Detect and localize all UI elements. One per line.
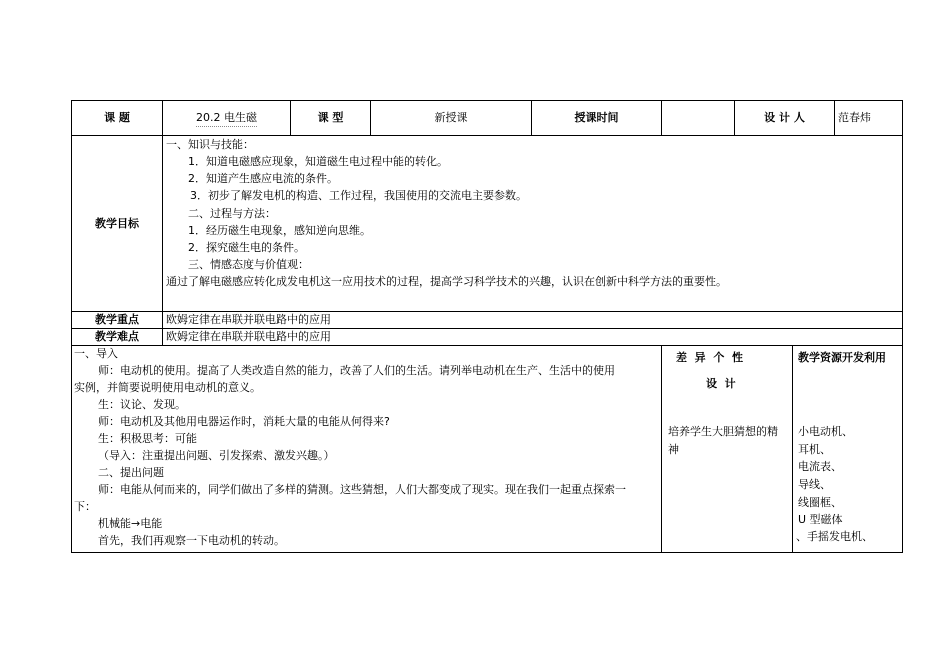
goals-line: 二、过程与方法： <box>188 207 276 220</box>
goals-line: 2．探究磁生电的条件。 <box>188 241 305 254</box>
course-value-text: 20.2 电生磁 <box>196 110 257 127</box>
process-line: 师：电动机的使用。提高了人类改造自然的能力，改善了人们的生活。请列举电动机在生产、生活中的使用 <box>98 364 615 377</box>
goals-content <box>163 137 901 311</box>
goals-line: 2．知道产生感应电流的条件。 <box>188 172 338 185</box>
difficulty-value: 欧姆定律在串联并联电路中的应用 <box>166 330 331 343</box>
resource-item: 线圈框、 <box>798 496 842 509</box>
resources-title: 教学资源开发利用 <box>798 351 886 364</box>
resource-item: 耳机、 <box>798 443 831 456</box>
key-point-label: 教学重点 <box>95 313 139 326</box>
designer-value: 范春炜 <box>838 111 871 124</box>
course-label: 课 题 <box>104 111 130 124</box>
time-value <box>662 101 734 135</box>
goals-label: 教学目标 <box>95 216 139 230</box>
table-border-bottom <box>71 552 903 553</box>
key-point-value: 欧姆定律在串联并联电路中的应用 <box>166 313 331 326</box>
resource-item: 导线、 <box>798 478 831 491</box>
row-divider <box>71 135 903 136</box>
process-line: 师：电动机及其他用电器运作时，消耗大量的电能从何得来? <box>98 415 390 428</box>
process-line: 机械能→电能 <box>98 517 163 530</box>
process-line: 师：电能从何而来的，同学们做出了多样的猜测。这些猜想，人们大都变成了现实。现在我们一起重点探索一 <box>98 483 626 496</box>
time-label: 授课时间 <box>574 111 619 124</box>
resource-item: U 型磁体 <box>798 513 843 526</box>
diff-design-title: 差 异 个 性 <box>676 351 743 364</box>
type-label: 课 型 <box>317 111 344 124</box>
goals-line: 一、知识与技能： <box>166 138 254 151</box>
type-value: 新授课 <box>434 111 468 124</box>
goals-line: 通过了解电磁感应转化成发电机这一应用技术的过程，提高学习科学技术的兴趣，认识在创新中科学方法的重要性。 <box>166 275 727 288</box>
goals-line: 1．知道电磁感应现象，知道磁生电过程中能的转化。 <box>188 155 448 168</box>
process-line: 一、导入 <box>74 347 118 360</box>
table-border-right <box>902 100 903 553</box>
diff-design-cell <box>662 346 792 552</box>
process-content <box>72 346 661 552</box>
process-line: 生：议论、发现。 <box>98 398 186 411</box>
diff-design-line: 神 <box>668 443 679 456</box>
goals-line: 1．经历磁生电现象，感知逆向思维。 <box>188 224 371 237</box>
process-line: 实例，并简要说明使用电动机的意义。 <box>74 381 261 394</box>
designer-label: 设 计 人 <box>764 111 805 124</box>
process-line: （导入：注重提出问题、引发探索、激发兴趣。） <box>98 449 335 462</box>
resources-cell <box>793 346 902 552</box>
resource-item: 、手摇发电机、 <box>796 530 873 543</box>
process-line: 下： <box>74 500 96 513</box>
diff-design-title-2: 设 计 <box>706 377 736 390</box>
difficulty-label: 教学难点 <box>95 330 139 343</box>
resource-item: 电流表、 <box>798 460 842 473</box>
process-line: 首先，我们再观察一下电动机的转动。 <box>98 534 285 547</box>
resource-item: 小电动机、 <box>798 425 853 438</box>
diff-design-line: 培养学生大胆猜想的精 <box>668 425 778 438</box>
goals-line: 三、情感态度与价值观： <box>188 258 309 271</box>
process-line: 二、提出问题 <box>98 466 164 479</box>
course-value <box>163 101 290 135</box>
goals-line: 3．初步了解发电机的构造、工作过程，我国使用的交流电主要参数。 <box>190 189 527 202</box>
process-line: 生：积极思考：可能 <box>98 432 197 445</box>
